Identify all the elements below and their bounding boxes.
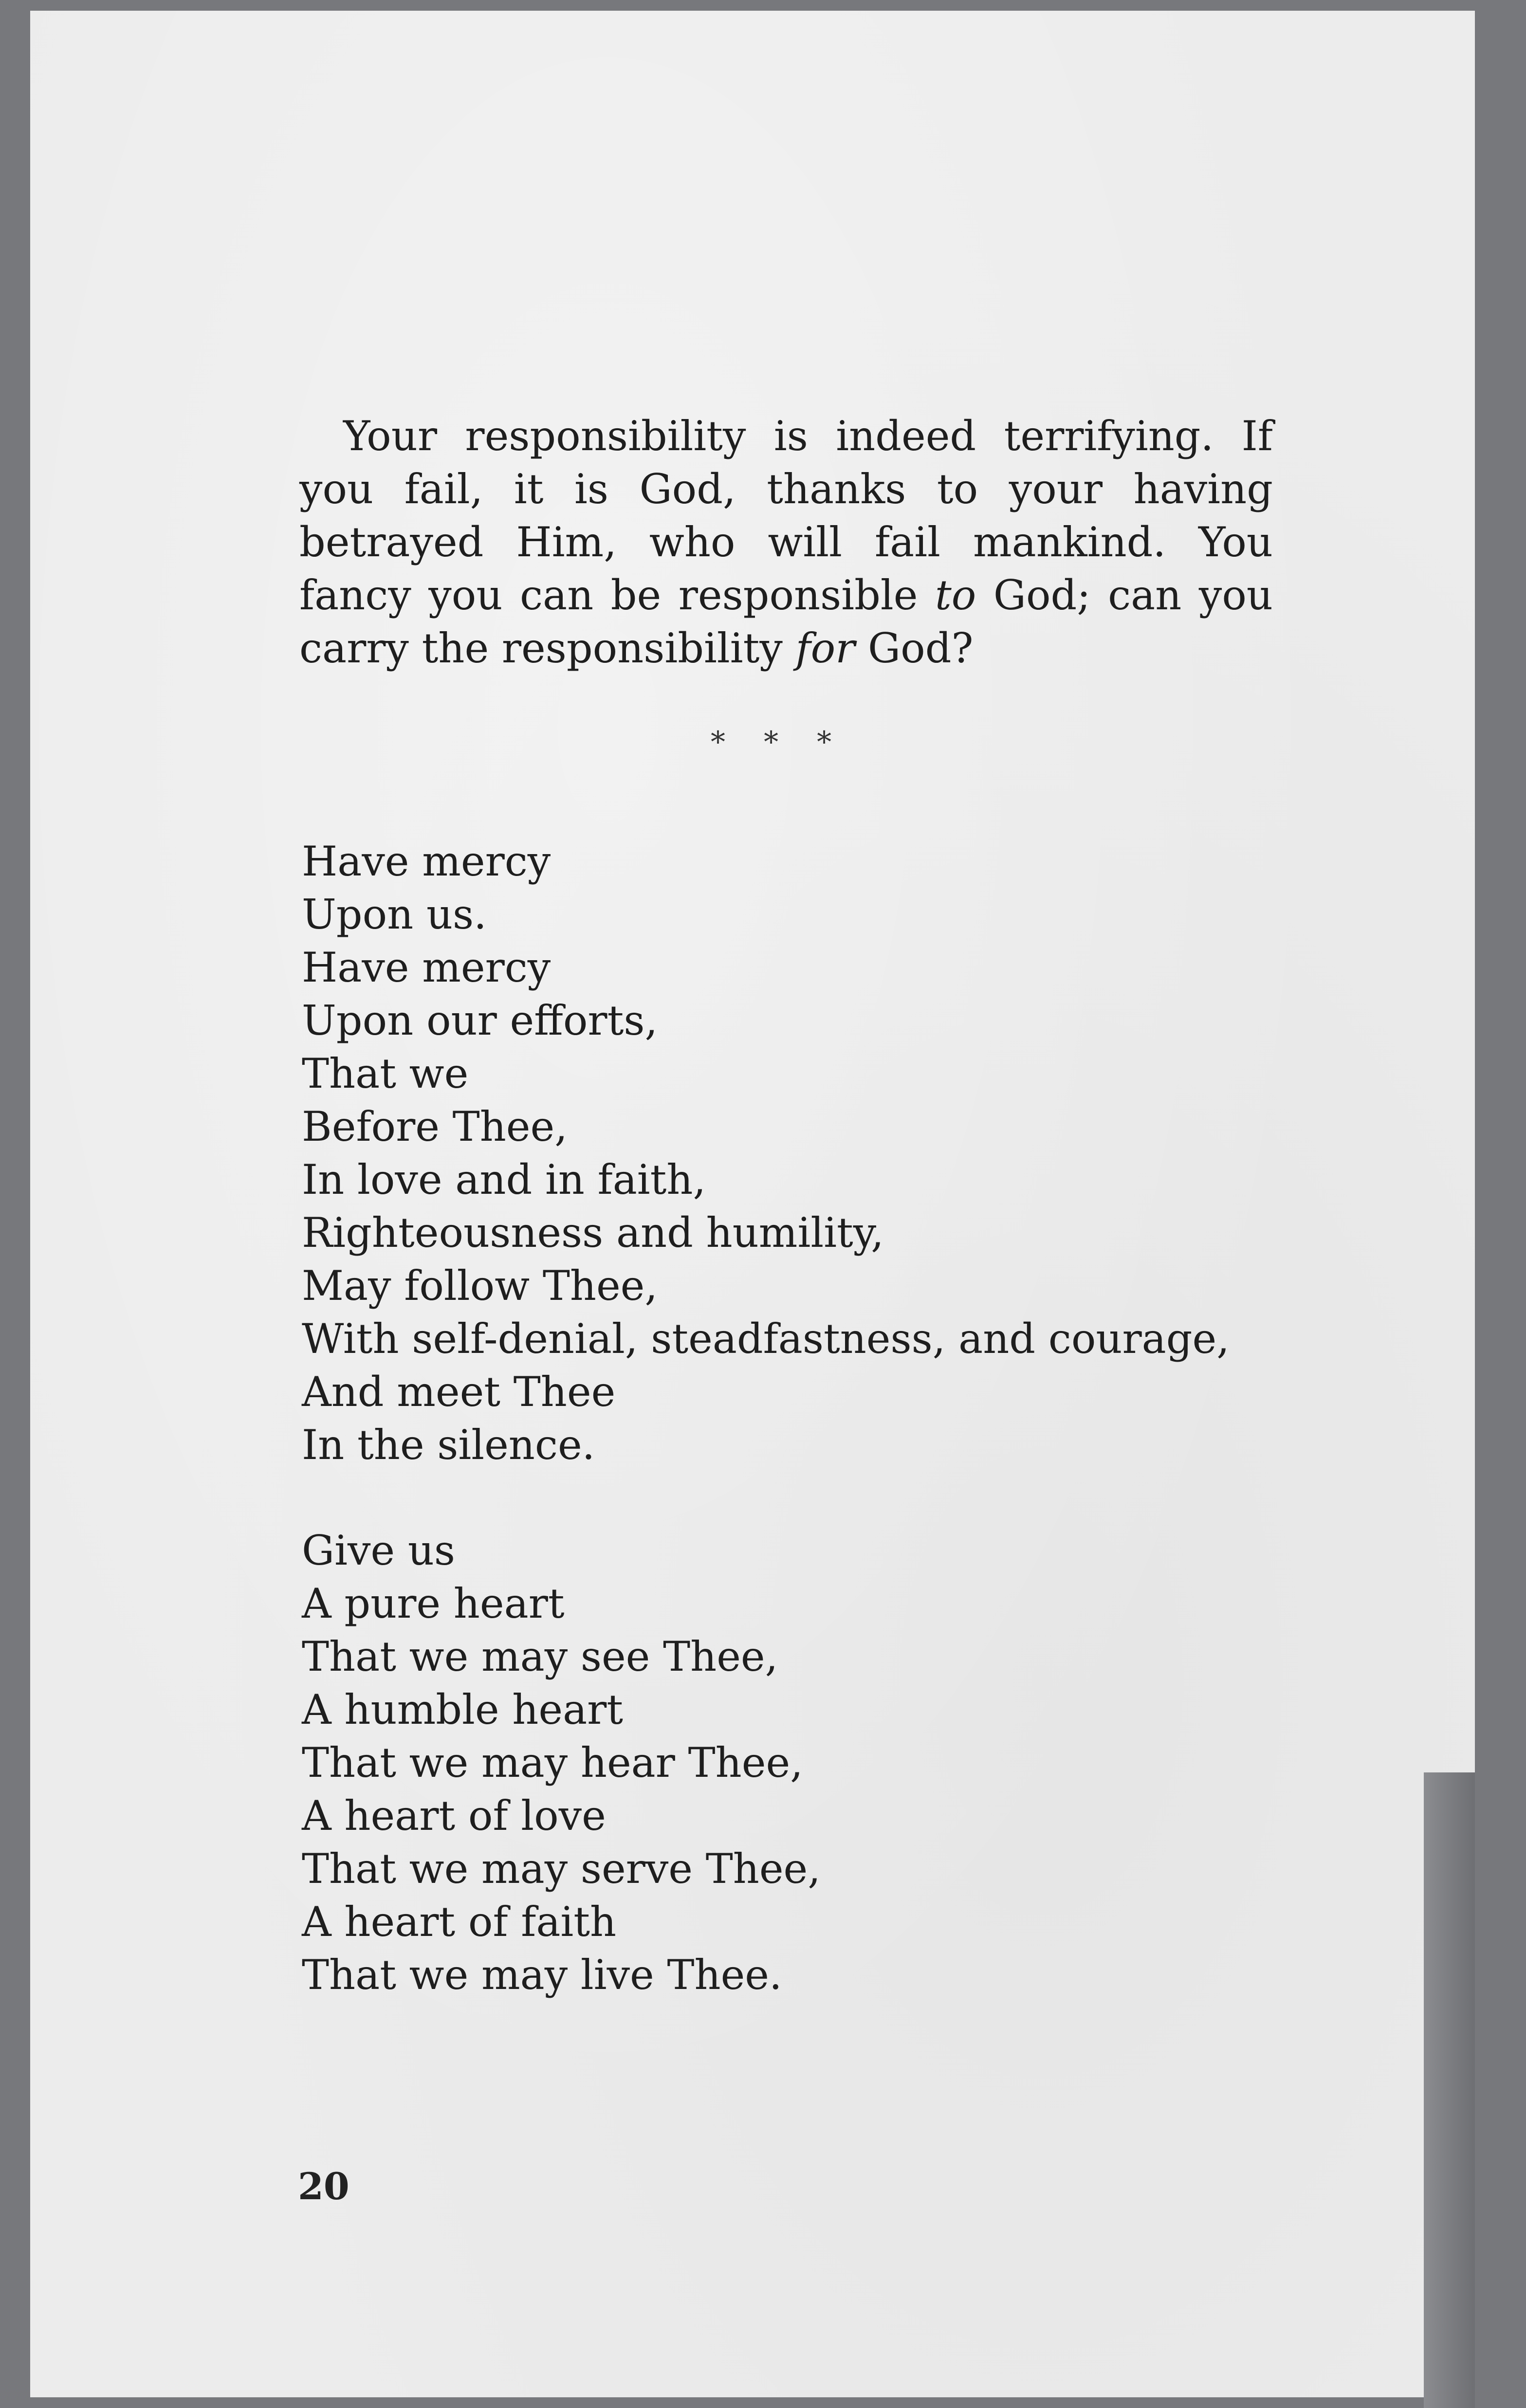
poem-line: That we may see Thee, <box>302 1633 778 1680</box>
poem-stanza-2 <box>302 1524 1324 2002</box>
poem-line: May follow Thee, <box>302 1262 658 1310</box>
poem-line: That we may serve Thee, <box>302 1845 821 1893</box>
prose-emphasis-to: to <box>935 571 976 619</box>
poem-line: Upon our efforts, <box>302 997 658 1044</box>
poem-line: Give us <box>302 1527 456 1574</box>
poem-line: And meet Thee <box>302 1368 616 1416</box>
poem-line: Righteousness and humility, <box>302 1209 884 1257</box>
poem-line: That we may live Thee. <box>302 1951 782 1999</box>
section-separator: * * * <box>711 725 846 759</box>
prose-emphasis-for: for <box>795 624 855 672</box>
poem-line: A humble heart <box>302 1686 624 1733</box>
poem-stanza-1 <box>302 835 1324 1472</box>
poem-line: In the silence. <box>302 1421 595 1469</box>
poem-line: Upon us. <box>302 891 487 938</box>
poem-line: Before Thee, <box>302 1103 568 1150</box>
poem-line: Have mercy <box>302 838 551 885</box>
poem-line: Have mercy <box>302 944 551 991</box>
page-number: 20 <box>298 2165 349 2208</box>
poem-line: With self-denial, steadfastness, and courage, <box>302 1315 1230 1363</box>
prose-part-1: Your responsibility is indeed terrifying. If you fail, it is God, thanks to your having betrayed Him, who will fail mankind. You fancy you can be responsible <box>299 412 1273 619</box>
prose-part-2: God; can you carry the responsibility <box>299 571 1273 672</box>
prose-part-3: God? <box>855 624 974 672</box>
poem-line: A pure heart <box>302 1580 565 1627</box>
poem-line: That we <box>302 1050 469 1097</box>
prose-paragraph <box>299 410 1273 675</box>
page-edge-shadow <box>1424 1772 1475 2408</box>
poem-line: That we may hear Thee, <box>302 1739 803 1787</box>
poem-line: A heart of faith <box>302 1898 617 1946</box>
poem-line: A heart of love <box>302 1792 606 1840</box>
poem-line: In love and in faith, <box>302 1156 706 1204</box>
